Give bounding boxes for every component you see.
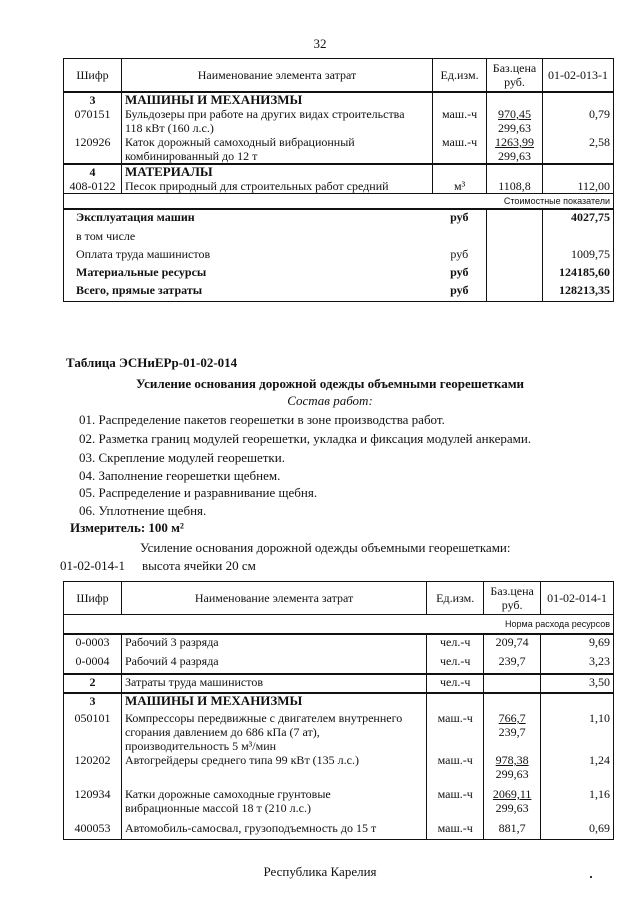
row-price: 1108,8 — [487, 179, 543, 194]
row-code: 120202 — [64, 753, 122, 787]
footer-text: Республика Карелия — [263, 864, 377, 879]
summary-value: 4027,75 — [543, 209, 614, 229]
table-row — [64, 711, 614, 753]
row-name: Рабочий 3 разряда — [121, 634, 426, 654]
summary-unit: руб — [433, 283, 487, 301]
header-name: Наименование элемента затрат — [121, 59, 432, 93]
table-title: Таблица ЭСНиЕРр-01-02-014 — [66, 355, 238, 370]
summary-row — [64, 283, 614, 301]
table-row — [64, 135, 614, 164]
row-name: Автомобиль-самосвал, грузоподъемность до 15 т — [121, 821, 426, 839]
row-name: Каток дорожный самоходный вибрационный комбинированный до 12 т — [121, 135, 432, 164]
note-text: Норма расхода ресурсов — [64, 615, 614, 635]
row-unit: маш.-ч — [427, 711, 484, 753]
row-value: 112,00 — [543, 179, 614, 194]
row-value: 1,10 — [541, 711, 614, 753]
header-unit: Ед.изм. — [427, 582, 484, 615]
row-code: 120934 — [64, 787, 122, 821]
row-name: Катки дорожные самоходные грунтовые вибрационные массой 18 т (210 л.с.) — [121, 787, 426, 821]
row-value: 3,23 — [541, 654, 614, 674]
sub-code: 01-02-014-1 — [60, 558, 125, 573]
row-price: 766,7 239,7 — [484, 711, 541, 753]
row-unit: маш.-ч — [427, 821, 484, 839]
summary-value: 124185,60 — [543, 265, 614, 283]
sub-description: высота ячейки 20 см — [142, 558, 256, 573]
section-title: МАШИНЫ И МЕХАНИЗМЫ — [121, 92, 432, 107]
summary-unit: руб — [433, 209, 487, 229]
row-code: 050101 — [64, 711, 122, 753]
summary-row — [64, 209, 614, 229]
row-price: 1263,99 299,63 — [487, 135, 543, 164]
header-code: Шифр — [64, 59, 122, 93]
table-row — [64, 821, 614, 839]
row-value: 1,24 — [541, 753, 614, 787]
row-value: 2,58 — [543, 135, 614, 164]
section-row — [64, 693, 614, 711]
row-code: 408-0122 — [64, 179, 122, 194]
row-unit: м³ — [433, 179, 487, 194]
section-code: 3 — [64, 92, 122, 107]
row-price: 239,7 — [484, 654, 541, 674]
row-unit: маш.-ч — [433, 135, 487, 164]
header-norm-code: 01-02-013-1 — [543, 59, 614, 93]
row-unit: чел.-ч — [427, 674, 484, 693]
row-code: 0-0004 — [64, 654, 122, 674]
work-item: 06. Уплотнение щебня. — [79, 503, 207, 518]
row-code: 2 — [64, 674, 122, 693]
scan-speck — [590, 876, 592, 878]
row-price: 970,45 299,63 — [487, 107, 543, 135]
row-name: Бульдозеры при работе на других видах строительства 118 кВт (160 л.с.) — [121, 107, 432, 135]
table-row — [64, 654, 614, 674]
row-value: 0,79 — [543, 107, 614, 135]
row-value: 1,16 — [541, 787, 614, 821]
row-name: Рабочий 4 разряда — [121, 654, 426, 674]
work-item: 04. Заполнение георешетки щебнем. — [79, 468, 281, 483]
summary-label: Всего, прямые затраты — [64, 283, 433, 301]
summary-unit: руб — [450, 247, 469, 261]
row-value: 0,69 — [541, 821, 614, 839]
row-value: 9,69 — [541, 634, 614, 654]
summary-value: 1009,75 — [543, 247, 614, 265]
table-row — [64, 179, 614, 194]
row-price: 2069,11 299,63 — [484, 787, 541, 821]
cost-table-2 — [63, 581, 614, 840]
section-title: МАШИНЫ И МЕХАНИЗМЫ — [121, 693, 426, 711]
meter: Измеритель: 100 м² — [70, 520, 184, 535]
summary-label: в том числе — [64, 229, 433, 247]
row-value: 3,50 — [541, 674, 614, 693]
header-name: Наименование элемента затрат — [121, 582, 426, 615]
row-unit: маш.-ч — [427, 753, 484, 787]
work-item: 03. Скрепление модулей георешетки. — [79, 450, 285, 465]
header-price: Баз.цена руб. — [484, 582, 541, 615]
row-name: Затраты труда машинистов — [121, 674, 426, 693]
summary-row — [64, 229, 614, 247]
table-header — [64, 59, 614, 93]
works-title: Состав работ: — [287, 393, 373, 408]
header-price: Баз.цена руб. — [487, 59, 543, 93]
section-code: 3 — [64, 693, 122, 711]
row-price: 881,7 — [484, 821, 541, 839]
table-row — [64, 107, 614, 135]
row-name: Компрессоры передвижные с двигателем внутреннего сгорания давлением до 686 кПа (7 ат), производительность 5 м³/мин — [121, 711, 426, 753]
section-title: Усиление основания дорожной одежды объемными георешетками — [135, 376, 525, 391]
section-code: 4 — [64, 164, 122, 179]
table-row — [64, 753, 614, 787]
page-number: 32 — [313, 36, 327, 51]
work-item: 02. Разметка границ модулей георешетки, укладка и фиксация модулей анкерами. — [79, 431, 532, 446]
row-code: 0-0003 — [64, 634, 122, 654]
summary-label: Оплата труда машинистов — [64, 247, 433, 265]
header-norm-code: 01-02-014-1 — [541, 582, 614, 615]
row-unit: маш.-ч — [433, 107, 487, 135]
row-price: 978,38 299,63 — [484, 753, 541, 787]
row-code: 070151 — [64, 107, 122, 135]
summary-unit: руб — [450, 265, 469, 279]
table-row — [64, 787, 614, 821]
row-unit: маш.-ч — [427, 787, 484, 821]
summary-label: Эксплуатация машин — [64, 209, 433, 229]
row-price: 209,74 — [484, 634, 541, 654]
row-unit: чел.-ч — [427, 634, 484, 654]
table-row — [64, 674, 614, 693]
summary-row — [64, 265, 614, 283]
row-name: Автогрейдеры среднего типа 99 кВт (135 л.с.) — [121, 753, 426, 787]
summary-value: 128213,35 — [543, 283, 614, 301]
row-name: Песок природный для строительных работ средний — [121, 179, 432, 194]
description: Усиление основания дорожной одежды объемными георешетками: — [140, 540, 511, 555]
note-row — [64, 615, 614, 635]
row-code: 120926 — [64, 135, 122, 164]
section-row — [64, 164, 614, 179]
note-text: Стоимостные показатели — [64, 194, 614, 210]
summary-label: Материальные ресурсы — [64, 265, 433, 283]
work-item: 01. Распределение пакетов георешетки в зоне производства работ. — [79, 412, 445, 427]
header-code: Шифр — [64, 582, 122, 615]
summary-row — [64, 247, 614, 265]
table-header — [64, 582, 614, 615]
work-item: 05. Распределение и разравнивание щебня. — [79, 485, 318, 500]
table-row — [64, 634, 614, 654]
note-row — [64, 194, 614, 210]
cost-table-1 — [63, 58, 614, 302]
section-row — [64, 92, 614, 107]
section-title: МАТЕРИАЛЫ — [121, 164, 432, 179]
header-unit: Ед.изм. — [433, 59, 487, 93]
row-code: 400053 — [64, 821, 122, 839]
row-unit: чел.-ч — [427, 654, 484, 674]
